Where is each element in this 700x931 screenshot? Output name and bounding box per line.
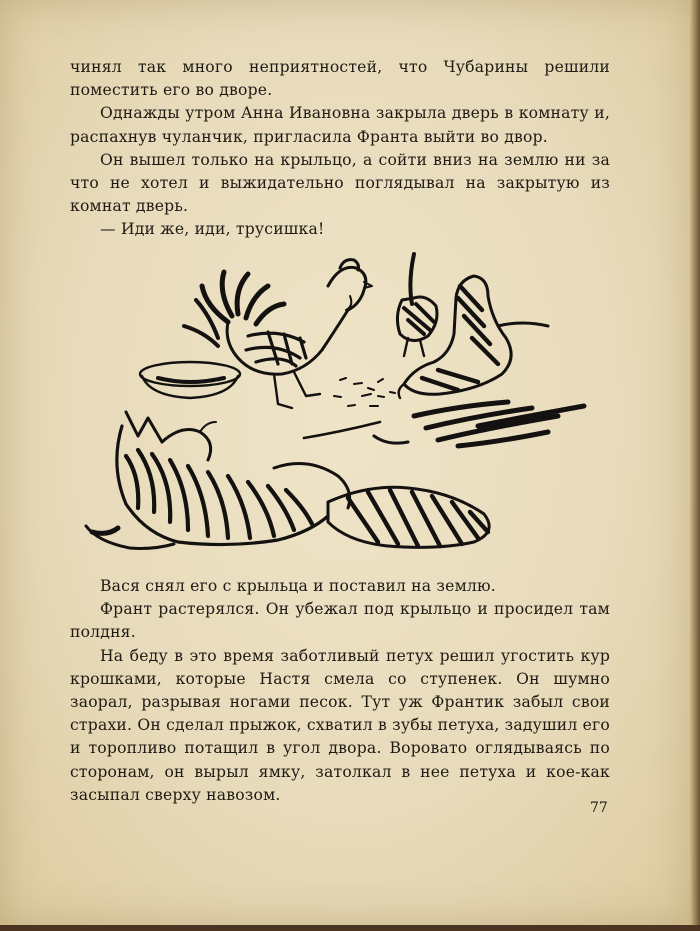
dialogue-line: — Иди же, иди, трусишка! (100, 220, 325, 239)
book-edge (690, 0, 700, 931)
paragraph: Вася снял его с крыльца и поставил на землю. (100, 577, 496, 595)
food-bowl (140, 362, 240, 398)
hen-drawing (399, 276, 548, 398)
page-number: 77 (590, 800, 608, 816)
paragraph: Однажды утром Анна Ивановна закрыла дверь в комнату и, распахнув чуланчик, пригласила Франта выйти во двор. (70, 104, 610, 146)
ground-strokes (374, 402, 584, 446)
paragraph: На беду в это время заботливый петух решил угостить кур крошками, которые Настя смела со ступенек. Он шумно заорал, разрывая ногами песок. Тут уж Франтик забыл свои страхи. Он сделал прыжок, схватил в зубы петуха, задушил его и торопливо потащил в угол двора. Воровато оглядываясь по сторонам, он вырыл ямку, затолкал в нее петуха и кое-как засыпал сверху навозом. (70, 646, 610, 804)
text-block-top (70, 56, 610, 242)
book-edge (0, 925, 700, 931)
hen-drawing (397, 254, 437, 356)
paragraph: Франт растерялся. Он убежал под крыльцо и просидел там полдня. (70, 600, 610, 642)
fox-drawing (86, 412, 489, 549)
fox-and-chickens-illustration (78, 246, 598, 568)
paragraph: Он вышел только на крыльцо, а сойти вниз на землю ни за что не хотел и выжидательно поглядывал на закрытую из комнат дверь. (70, 150, 610, 216)
text-block-bottom (70, 575, 610, 807)
crumbs (304, 378, 395, 438)
paragraph: чинял так много неприятностей, что Чубарины решили поместить его во дворе. (70, 58, 610, 100)
